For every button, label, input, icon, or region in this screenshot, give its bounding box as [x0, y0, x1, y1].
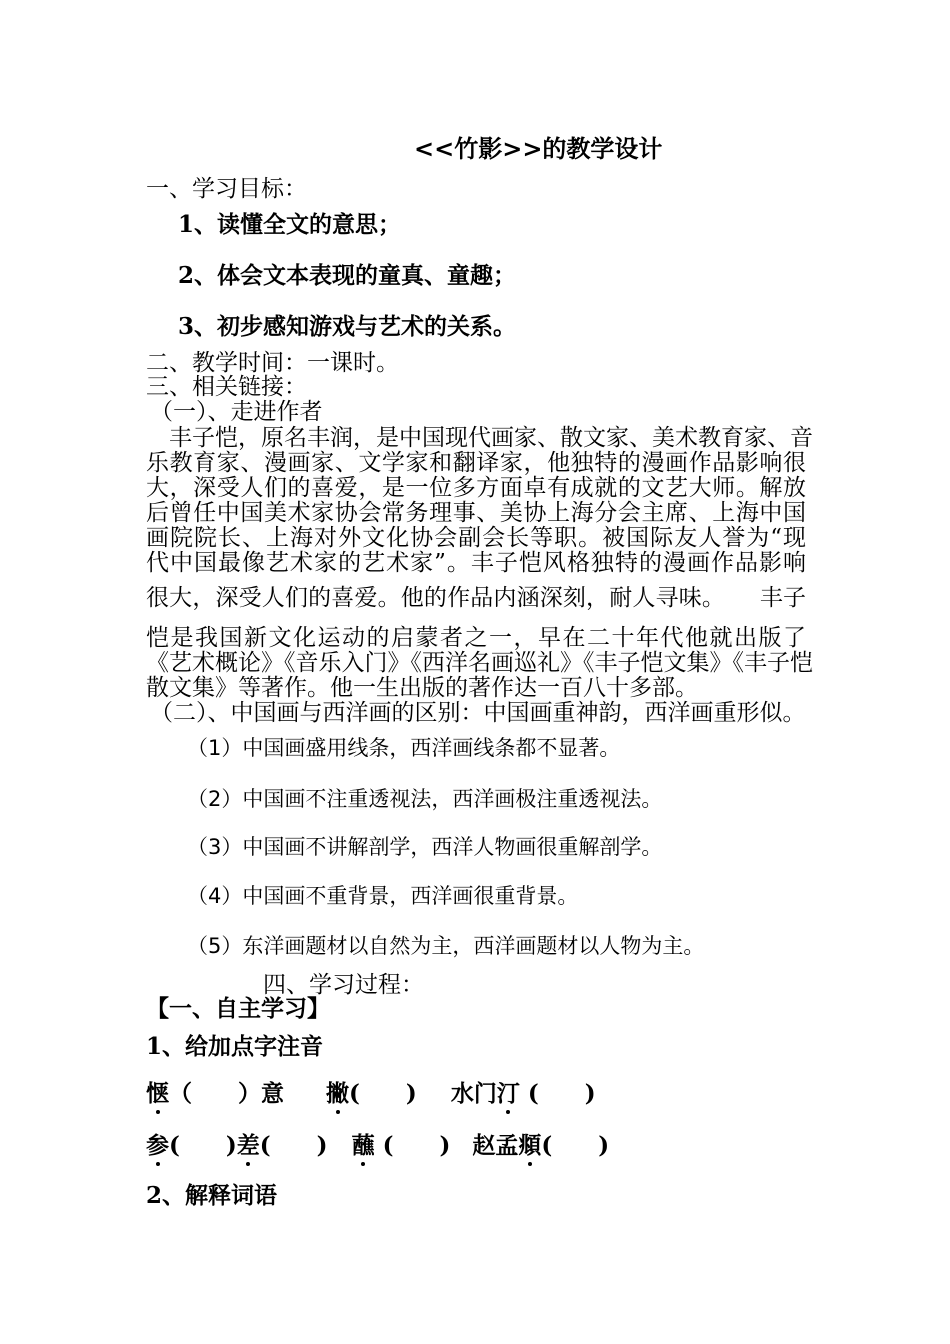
paragraph-line: 《艺术概论》《音乐入门》《西洋名画巡礼》《丰子恺文集》《丰子恺 — [146, 650, 813, 676]
dotted-char: 参 — [146, 1132, 169, 1159]
goal-item: 2、体会文本表现的童真、童趣； — [178, 262, 517, 289]
paragraph-line: 画院院长、上海对外文化协会副会长等职。被国际友人誉为“现 — [146, 525, 806, 551]
word-text: 赵孟 — [472, 1132, 519, 1159]
pinyin-blank: （ ）意 — [169, 1080, 284, 1107]
paragraph-line: 散文集》等著作。他一生出版的著作达一百八十多部。 — [146, 675, 698, 701]
author-heading: （一）、走进作者 — [150, 399, 323, 425]
pinyin-blank: ( ) — [169, 1132, 237, 1159]
goal-item: 1、读懂全文的意思； — [178, 211, 402, 238]
self-study-heading: 【一、自主学习】 — [146, 995, 330, 1022]
paragraph-line: 丰子恺，原名丰润，是中国现代画家、散文家、美术教育家、音 — [146, 425, 813, 451]
diff-item: （5）东洋画题材以自然为主，西洋画题材以人物为主。 — [187, 934, 705, 958]
dotted-char: 汀 — [496, 1080, 520, 1107]
diff-item: （3）中国画不讲解剖学，西洋人物画很重解剖学。 — [187, 835, 663, 859]
diff-item: （2）中国画不注重透视法，西洋画极注重透视法。 — [187, 787, 663, 811]
dotted-char: 差 — [236, 1132, 260, 1159]
pinyin-blank: ( ) — [519, 1080, 596, 1107]
page-title: <<竹影>>的教学设计 — [414, 134, 663, 163]
pinyin-blank: ( ) — [374, 1132, 451, 1159]
paragraph-line: 后曾任中国美术家协会常务理事、美协上海分会主席、上海中国 — [146, 500, 806, 526]
goal-item: 3、初步感知游戏与艺术的关系。 — [178, 313, 517, 340]
diff-heading: （二）、中国画与西洋画的区别：中国画重神韵，西洋画重形似。 — [150, 700, 806, 726]
question-1: 1、给加点字注音 — [146, 1033, 324, 1060]
pinyin-row-2 — [146, 1133, 609, 1159]
links-heading: 三、相关链接： — [146, 374, 307, 400]
diff-item: （4）中国画不重背景，西洋画很重背景。 — [187, 884, 579, 908]
pinyin-blank: ( ) — [349, 1080, 417, 1107]
paragraph-line: 恺是我国新文化运动的启蒙者之一，早在二十年代他就出版了 — [146, 625, 806, 651]
teaching-time: 二、教学时间：一课时。 — [146, 350, 399, 376]
dotted-char: 頫 — [518, 1132, 542, 1159]
question-2: 2、解释词语 — [146, 1182, 278, 1209]
paragraph-line: 大，深受人们的喜爱，是一位多方面卓有成就的文艺大师。解放 — [146, 475, 806, 501]
diff-item: （1）中国画盛用线条，西洋画线条都不显著。 — [187, 736, 621, 760]
pinyin-row-1 — [146, 1081, 596, 1107]
paragraph-line: 乐教育家、漫画家、文学家和翻译家，他独特的漫画作品影响很 — [146, 450, 806, 476]
dotted-char: 撇 — [326, 1080, 350, 1107]
dotted-char: 惬 — [146, 1080, 169, 1107]
paragraph-line: 代中国最像艺术家的艺术家”。丰子恺风格独特的漫画作品影响 — [146, 550, 806, 576]
pinyin-blank: ( ) — [259, 1132, 328, 1159]
paragraph-line: 很大，深受人们的喜爱。他的作品内涵深刻，耐人寻味。 丰子 — [146, 585, 806, 611]
goals-heading: 一、学习目标： — [146, 176, 307, 202]
pinyin-blank: ( ) — [541, 1132, 610, 1159]
process-heading: 四、学习过程： — [263, 972, 424, 998]
dotted-char: 蘸 — [351, 1132, 375, 1159]
word-text: 水门 — [450, 1080, 497, 1107]
